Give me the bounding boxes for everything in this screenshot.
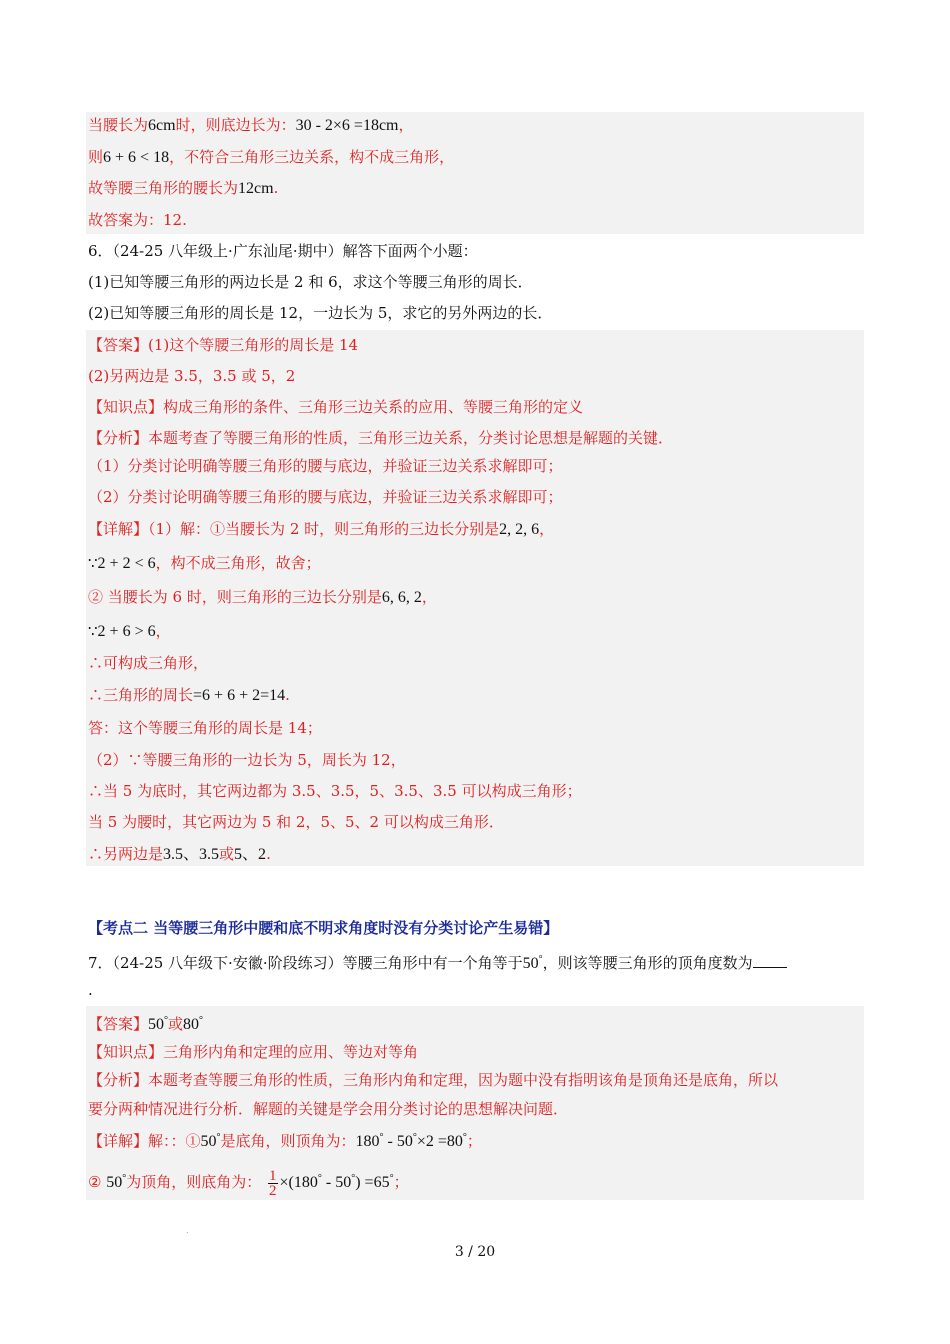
q6-detail-11: ∴另两边是3.5、3.5或5、2. — [88, 845, 271, 863]
q6-detail-3: ② 当腰长为 6 时，则三角形的三边长分别是6, 6, 2， — [88, 588, 437, 606]
q6-detail-6: ∴三角形的周长=6 + 6 + 2=14. — [88, 686, 290, 704]
q6-detail-5: ∴可构成三角形， — [88, 654, 209, 672]
q6-answer-2: (2)另两边是 3.5，3.5 或 5，2 — [88, 367, 296, 385]
prev-line-2: 则6 + 6 < 18，不符合三角形三边关系，构不成三角形， — [88, 148, 455, 166]
q6-analysis-1: （1）分类讨论明确等腰三角形的腰与底边，并验证三边关系求解即可； — [88, 457, 563, 475]
q6-detail-7: 答：这个等腰三角形的周长是 14； — [88, 719, 322, 737]
q6-part-1: (1)已知等腰三角形的两边长是 2 和 6，求这个等腰三角形的周长． — [88, 273, 533, 291]
q6-detail-4: ∵2 + 6 > 6， — [88, 622, 171, 640]
section-heading: 【考点二 当等腰三角形中腰和底不明求角度时没有分类讨论产生易错】 — [88, 919, 559, 937]
q6-analysis-2: （2）分类讨论明确等腰三角形的腰与底边，并验证三边关系求解即可； — [88, 488, 563, 506]
fraction-one-half: $\frac{1}{2}$ — [269, 1167, 277, 1199]
q6-detail-8: （2）∵等腰三角形的一边长为 5，周长为 12， — [88, 751, 406, 769]
q6-part-2: (2)已知等腰三角形的周长是 12，一边长为 5，求它的另外两边的长． — [88, 304, 553, 322]
q7-answer-blank[interactable] — [753, 953, 787, 968]
prev-line-3: 故等腰三角形的腰长为12cm. — [88, 179, 279, 197]
q7-answer: 【答案】50°或80° — [88, 1015, 204, 1033]
q6-title: 6．（24-25 八年级上·广东汕尾·期中）解答下面两个小题： — [88, 242, 478, 260]
q6-detail-2: ∵2 + 2 < 6，构不成三角形，故舍； — [88, 554, 321, 572]
q6-knowledge: 【知识点】构成三角形的条件、三角形三边关系的应用、等腰三角形的定义 — [88, 398, 584, 416]
q7-title: 7．（24-25 八年级下·安徽·阶段练习）等腰三角形中有一个角等于50°，则该等腰三角形的顶角度数为 — [88, 950, 787, 970]
prev-answer: 故答案为：12. — [88, 211, 187, 229]
q6-answer-1: 【答案】(1)这个等腰三角形的周长是 14 — [88, 336, 359, 354]
prev-line-1: 当腰长为6cm时，则底边长为：30 - 2×6 =18cm， — [88, 116, 414, 134]
q7-title-end: . — [88, 981, 93, 999]
stray-dot: . — [186, 1226, 189, 1235]
q6-detail-9: ∴当 5 为底时，其它两边都为 3.5、3.5，5、3.5、3.5 可以构成三角形； — [88, 782, 582, 800]
q7-detail-2: ② 50°为顶角，则底角为： $\frac{1}{2}$ ×(180° - 50°) =65°； — [88, 1167, 409, 1199]
q7-detail-1: 【详解】解：：①50°是底角，则顶角为：180° - 50°×2 =80°； — [88, 1132, 482, 1150]
q6-detail-1: 【详解】（1）解：①当腰长为 2 时，则三角形的三边长分别是2, 2, 6， — [88, 520, 555, 538]
q6-analysis: 【分析】本题考查了等腰三角形的性质，三角形三边关系，分类讨论思想是解题的关键． — [88, 429, 674, 447]
page-number: 3 / 20 — [454, 1244, 496, 1260]
q7-knowledge: 【知识点】三角形内角和定理的应用、等边对等角 — [88, 1043, 419, 1061]
q7-analysis-2: 要分两种情况进行分析．解题的关键是学会用分类讨论的思想解决问题． — [88, 1100, 569, 1118]
q7-analysis-1: 【分析】本题考查等腰三角形的性质，三角形内角和定理，因为题中没有指明该角是顶角还是底角，所以 — [88, 1071, 779, 1089]
q6-detail-10: 当 5 为腰时，其它两边为 5 和 2，5、5、2 可以构成三角形． — [88, 813, 504, 831]
